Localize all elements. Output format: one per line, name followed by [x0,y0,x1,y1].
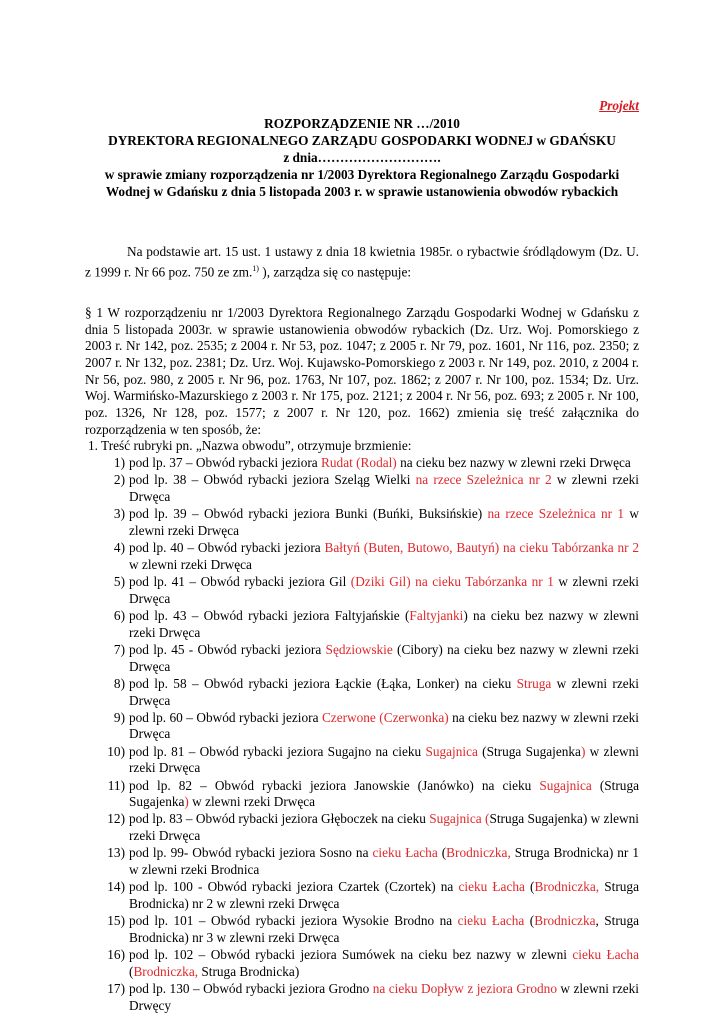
list-item [85,879,639,912]
highlighted-change-text: Sugajnica [539,777,592,793]
highlighted-change-text: Brodniczka [534,913,596,929]
footnote-marker: 1) [252,263,259,273]
list-item-text: pod lp. 101 – Obwód rybacki jeziora Wysokie Brodno na [129,913,458,929]
list-item-text: ( [129,963,134,979]
list-item [85,981,639,1014]
list-item [85,676,639,709]
list-item-number: 17) [107,980,125,996]
highlighted-change-text: Brodniczka, [133,963,199,979]
subject-line-1: w sprawie zmiany rozporządzenia nr 1/2003 Dyrektora Regionalnego Zarządu Gospodarki [104,167,620,182]
list-item-text: ( [437,845,447,861]
list-item [85,455,639,472]
highlighted-change-text: Faltyjanki [409,607,464,623]
list-item-text: w zlewni rzeki Drwęca [129,675,639,708]
highlighted-change-text: Rudat (Rodal) [321,455,397,471]
issuer-line: DYREKTORA REGIONALNEGO ZARZĄDU GOSPODARKI WODNEJ w GDAŃSKU [108,133,616,148]
document-page [85,98,639,1015]
list-item-text: pod lp. 83 – Obwód rybacki jeziora Głęboczek na cieku [129,811,430,827]
list-item [85,642,639,675]
list-item-number: 7) [113,641,125,657]
list-item-text: (Cibory) na cieku bez nazwy w zlewni rzeki Drwęca [129,641,639,674]
list-item [85,574,639,607]
list-item [85,778,639,811]
highlighted-change-text: cieku Łacha [458,879,525,895]
highlighted-change-text: cieku Łacha [572,947,639,963]
list-item-text: pod lp. 38 – Obwód rybacki jeziora Szeląg Wielki [129,472,416,488]
list-item-number: 16) [107,947,125,963]
highlighted-change-text: Bałtyń (Buten, Butowo, Bautyń) na cieku Tabórzanka nr 2 [324,540,639,556]
list-item-text: Struga Brodnicka) nr 2 w zlewni rzeki Drwęca [129,879,639,911]
list-item-text: w zlewni rzeki Drwęca [129,743,640,776]
list-item-number: 2) [113,472,125,488]
list-item [85,744,639,777]
list-item-text: w zlewni rzeki Drwęca [129,506,639,538]
list-item-text: ) na cieku bez nazwy w zlewni rzeki Drwęca [129,607,639,640]
list-item-text: ( [524,879,535,895]
highlighted-change-text: cieku Łacha [372,845,438,861]
list-item-text: w zlewni rzeki Drwęca [129,472,639,505]
list-item [85,506,639,539]
list-item-number: 11) [107,777,125,793]
section-1-paragraph: § 1 W rozporządzeniu nr 1/2003 Dyrektora Regionalnego Zarządu Gospodarki Wodnej w Gdańsku z dnia 5 listopada 2003r. w sprawie ustanowienia obwodów rybackich (Dz. Urz. Woj. Pomorskiego z 2003 r. Nr 142, poz. 2535; z 2004 r. Nr 53, poz. 1047; z 2005 r. Nr 79, poz. 1601, Nr 116, poz. 2350; z 2007 r. Nr 132, poz. 2381; Dz. Urz. Woj. Kujawsko-Pomorskiego z 2003 r. Nr 149, poz. 2010, z 2004 r. Nr 56, poz. 980, z 2005 r. Nr 96, poz. 1763, Nr 107, poz. 1862; z 2007 r. Nr 100, poz. 1534; Dz. Urz. Woj. Warmińsko-Mazurskiego z 2003 r. Nr 175, poz. 2121; z 2004 r. Nr 56, poz. 693; z 2005 r. Nr 100, poz. 1326, Nr 128, poz. 1577; z 2007 r. Nr 120, poz. 1662) zmienia się treść załącznika do rozporządzenia w ten sposób, że: [85,304,639,437]
subject-line-2: Wodnej w Gdańsku z dnia 5 listopada 2003 r. w sprawie ustanowienia obwodów rybackich [105,184,619,199]
list-item-number: 1) [113,455,125,471]
list-item-text: pod lp. 43 – Obwód rybacki jeziora Faltyjańskie ( [129,607,410,623]
highlighted-change-text: na cieku Dopływ z jeziora Grodno [372,980,557,996]
list-item-text: , Struga Brodnicka) nr 3 w zlewni rzeki Drwęca [129,913,639,945]
list-item-number: 6) [113,607,125,623]
list-item-number: 4) [113,540,125,556]
list-item-text: pod lp. 82 – Obwód rybacki jeziora Janowskie (Janówko) na cieku [129,777,540,793]
list-item-text: Struga Brodnicka) nr 1 w zlewni rzeki Brodnica [129,845,639,878]
list-item-number: 10) [107,743,125,759]
highlighted-change-text: Brodniczka, [534,879,600,895]
highlighted-change-text: ) [580,743,586,759]
list-item-number: 14) [107,879,125,895]
list-item-text: w zlewni rzeki Drwęcy [129,980,639,1013]
list-item-text: w zlewni rzeki Drwęca [188,794,316,810]
intro-text: Na podstawie art. 15 ust. 1 ustawy z dnia 18 kwietnia 1985r. o rybactwie śródlądowym (Dz. U. z 1999 r. Nr 66 poz. 750 ze zm. [85,244,639,280]
changes-list [85,455,639,1014]
list-item-number: 15) [107,913,125,929]
list-item-text: w zlewni rzeki Drwęca [129,574,639,606]
list-item-text: pod lp. 81 – Obwód rybacki jeziora Sugajno na cieku [129,743,426,759]
list-item-text: pod lp. 60 – Obwód rybacki jeziora [129,709,322,725]
list-item-text: pod lp. 41 – Obwód rybacki jeziora Gil [129,574,351,590]
highlighted-change-text: Sędziowskie [325,641,393,657]
list-item-number: 3) [113,506,125,522]
list-item-text: (Struga Sugajenka [477,743,581,759]
highlighted-change-text: na rzece Szeleżnica nr 1 [487,506,625,522]
list-item-text: (Struga Sugajenka [129,777,640,810]
highlighted-change-text: Struga [516,675,552,691]
list-item [85,811,639,844]
document-header [85,115,639,200]
list-item-text: pod lp. 102 – Obwód rybacki jeziora Sumówek na cieku bez nazwy w zlewni [129,947,573,963]
list-item-number: 5) [113,574,125,590]
list-item-number: 8) [113,675,125,691]
list-item [85,913,639,946]
list-item-text: pod lp. 58 – Obwód rybacki jeziora Łąckie (Łąka, Lonker) na cieku [129,675,517,691]
list-item [85,472,639,505]
highlighted-change-text: Sugajnica [425,743,478,759]
projekt-label: Projekt [599,98,639,113]
list-item-number: 12) [107,811,125,827]
list-item-text: w zlewni rzeki Drwęca [129,556,252,572]
highlighted-change-text: (Dziki Gil) na cieku Tabórzanka nr 1 [350,574,554,590]
list-item [85,608,639,641]
highlighted-change-text: ) [184,794,189,810]
list-item-number: 9) [113,709,125,725]
list-item [85,710,639,743]
list-item-text: pod lp. 37 – Obwód rybacki jeziora [129,455,322,471]
list-item-text: pod lp. 100 - Obwód rybacki jeziora Czartek (Czortek) na [129,879,459,895]
list-item-text: Struga Sugajenka) w zlewni rzeki Drwęca [129,811,640,844]
intro-paragraph [85,244,639,281]
intro-text-end: ), zarządza się co następuje: [258,264,412,280]
list-item-text: pod lp. 130 – Obwód rybacki jeziora Grodno [129,980,373,996]
highlighted-change-text: na rzece Szeleżnica nr 2 [415,472,552,488]
highlighted-change-text: cieku Łacha [457,913,525,929]
highlighted-change-text: Sugajnica ( [429,811,490,827]
list-item-text: pod lp. 40 – Obwód rybacki jeziora [129,540,325,556]
item-1-heading: 1. Treść rubryki pn. „Nazwa obwodu”, otrzymuje brzmienie: [88,438,412,454]
list-item-number: 13) [107,845,125,861]
list-item-text: Struga Brodnicka) [198,963,300,979]
list-item-text: pod lp. 39 – Obwód rybacki jeziora Bunki (Buńki, Buksińskie) [129,506,488,522]
list-item-text: ( [524,913,535,929]
list-item-text: na cieku bez nazwy w zlewni rzeki Drwęca [396,455,631,471]
list-item-text: na cieku bez nazwy w zlewni rzeki Drwęca [129,709,639,742]
list-item [85,947,639,980]
list-item-text: pod lp. 99- Obwód rybacki jeziora Sosno na [129,845,373,861]
regulation-title: ROZPORZĄDZENIE NR …/2010 [264,116,460,131]
list-item-text: pod lp. 45 - Obwód rybacki jeziora [129,641,326,657]
highlighted-change-text: Czerwone (Czerwonka) [321,709,449,725]
list-item [85,540,639,573]
date-line: z dnia………………………. [283,150,441,165]
list-item [85,845,639,878]
highlighted-change-text: Brodniczka, [446,845,511,861]
